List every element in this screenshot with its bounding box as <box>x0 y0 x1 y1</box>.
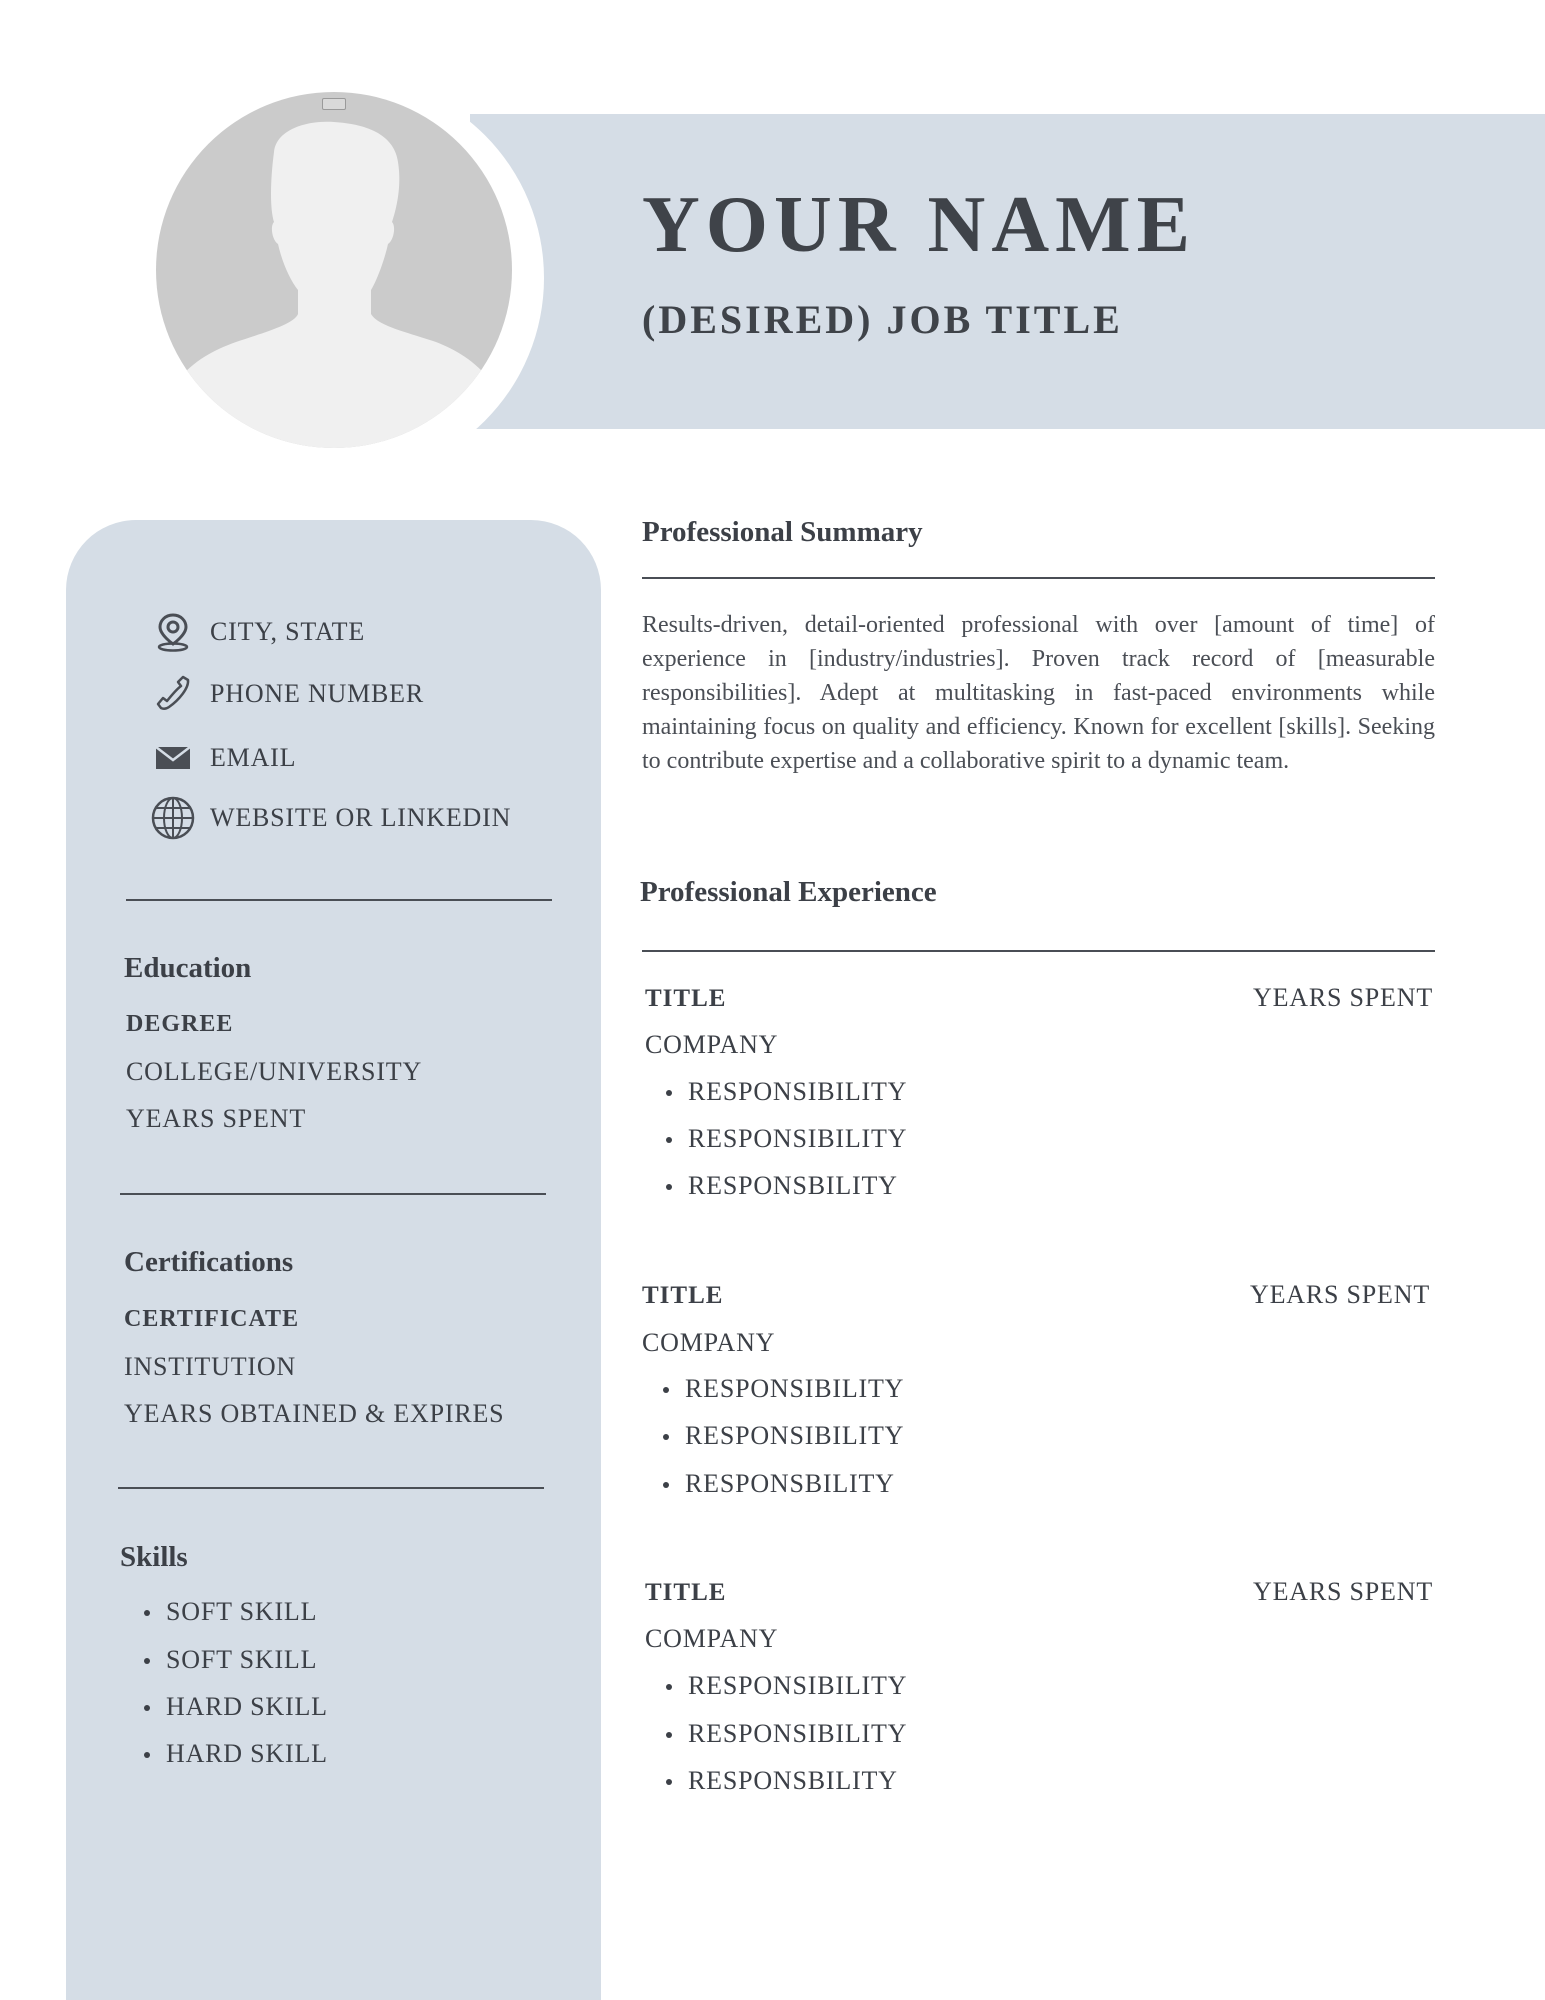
job-responsibility: RESPONSIBILITY <box>688 1124 908 1153</box>
sidebar-divider <box>126 899 552 901</box>
skill-item: HARD SKILL <box>166 1692 328 1721</box>
job-title-label: TITLE <box>645 1579 727 1606</box>
job-years: YEARS SPENT <box>1253 983 1433 1012</box>
summary-heading: Professional Summary <box>642 516 923 548</box>
job-title-label: TITLE <box>645 985 727 1012</box>
certificate-institution: INSTITUTION <box>124 1352 296 1381</box>
email-text: EMAIL <box>210 743 297 772</box>
contact-location <box>150 612 365 652</box>
contact-phone[interactable] <box>150 674 424 714</box>
job-title-label: TITLE <box>642 1282 724 1309</box>
candidate-name: YOUR NAME <box>642 181 1196 269</box>
header-band <box>470 114 1545 429</box>
job-company: COMPANY <box>645 1624 779 1653</box>
experience-heading: Professional Experience <box>640 876 937 908</box>
location-text: CITY, STATE <box>210 617 366 646</box>
job-responsibility: RESPONSIBILITY <box>685 1421 905 1450</box>
contact-website[interactable] <box>150 798 511 838</box>
website-text: WEBSITE OR LINKEDIN <box>210 803 512 832</box>
education-heading: Education <box>124 952 252 984</box>
education-degree: DEGREE <box>126 1011 234 1037</box>
education-years: YEARS SPENT <box>126 1104 306 1133</box>
summary-text: Results-driven, detail-oriented professional with over [amount of time] of experience in [industry/industries]. Proven track record of [measurable responsibilities]. Adept at multitasking in fast-paced environments while maintaining focus on quality and efficiency. Known for excellent [skills]. Seeking to contribute expertise and a collaborative spirit to a dynamic team. <box>642 612 1435 774</box>
skill-item: SOFT SKILL <box>166 1645 318 1674</box>
job-years: YEARS SPENT <box>1253 1577 1433 1606</box>
globe-icon <box>150 798 196 838</box>
job-company: COMPANY <box>645 1030 779 1059</box>
phone-text: PHONE NUMBER <box>210 679 425 708</box>
job-responsibility: RESPONSIBILITY <box>688 1077 908 1106</box>
certifications-heading: Certifications <box>124 1246 294 1278</box>
photo-tag <box>322 98 346 110</box>
profile-photo-placeholder[interactable] <box>156 92 512 448</box>
job-responsibility: RESPONSBILITY <box>688 1171 898 1200</box>
certificate-name: CERTIFICATE <box>124 1306 300 1332</box>
job-responsibility: RESPONSIBILITY <box>688 1719 908 1748</box>
job-responsibility: RESPONSBILITY <box>685 1469 895 1498</box>
skill-item: SOFT SKILL <box>166 1597 318 1626</box>
contact-email[interactable] <box>150 738 296 778</box>
phone-icon <box>150 674 196 714</box>
sidebar-divider <box>120 1193 546 1195</box>
job-responsibility: RESPONSIBILITY <box>688 1671 908 1700</box>
person-silhouette-icon <box>156 92 512 448</box>
location-pin-icon <box>150 612 196 652</box>
skills-heading: Skills <box>120 1541 188 1573</box>
job-title: (DESIRED) JOB TITLE <box>642 297 1123 342</box>
sidebar-divider <box>118 1487 544 1489</box>
job-company: COMPANY <box>642 1328 776 1357</box>
job-responsibility: RESPONSBILITY <box>688 1766 898 1795</box>
education-school: COLLEGE/UNIVERSITY <box>126 1057 423 1086</box>
job-years: YEARS SPENT <box>1250 1280 1430 1309</box>
envelope-icon <box>150 738 196 778</box>
skill-item: HARD SKILL <box>166 1739 328 1768</box>
experience-divider <box>642 950 1435 952</box>
summary-divider <box>642 577 1435 579</box>
job-responsibility: RESPONSIBILITY <box>685 1374 905 1403</box>
certificate-years: YEARS OBTAINED & EXPIRES <box>124 1399 505 1428</box>
